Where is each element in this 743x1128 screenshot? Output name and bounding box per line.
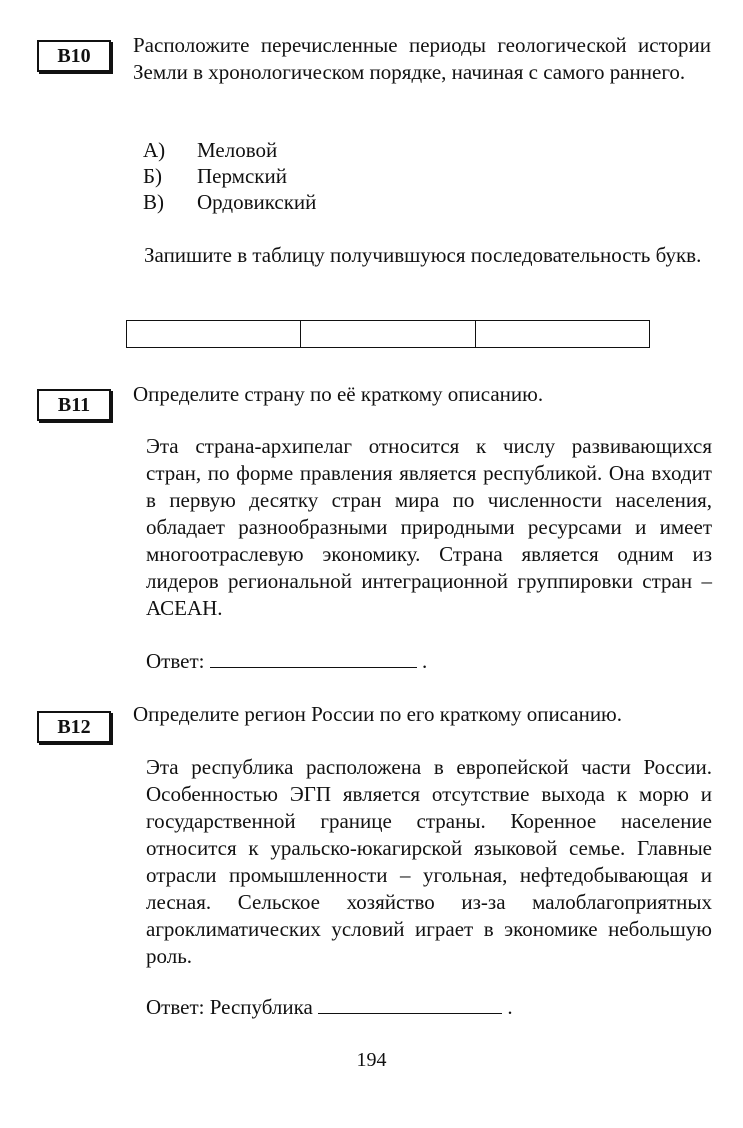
option-key: А)	[143, 138, 166, 162]
answer-label: Ответ:	[146, 649, 205, 673]
task-description-b11: Эта страна-архипелаг относится к числу развивающихся стран, по форме правления является республикой. Она входит в первую десятку стран мира по численности населения, обладает разнообразными природными ресурсами и имеет многоотраслевую экономику. Страна является одним из лидеров региональной интеграционной группировки стран – АСЕАН.	[146, 434, 712, 620]
answer-line-b11	[146, 647, 427, 675]
task-label-b10: B10	[37, 40, 111, 72]
option-a	[143, 137, 277, 163]
task-label-b12: B12	[37, 711, 111, 743]
page-number: 194	[356, 1049, 387, 1071]
option-key: Б)	[143, 164, 163, 188]
answer-table	[126, 320, 650, 348]
task-question-b12: Определите регион России по его краткому описанию.	[133, 702, 622, 726]
option-key: В)	[143, 190, 164, 214]
answer-end: .	[507, 995, 513, 1019]
task-question-b10: Расположите перечисленные периоды геологической истории Земли в хронологическом порядке, начиная с самого раннего.	[133, 33, 711, 84]
option-text: Пермский	[197, 164, 287, 188]
option-text: Меловой	[197, 138, 278, 162]
option-c	[143, 189, 316, 215]
answer-blank[interactable]	[210, 647, 417, 668]
answer-label: Ответ: Республика	[146, 995, 313, 1019]
answer-end: .	[421, 649, 428, 673]
option-b	[143, 163, 287, 189]
task-question-b11: Определите страну по её краткому описанию.	[133, 382, 544, 406]
answer-cell[interactable]	[301, 321, 475, 347]
answer-cell[interactable]	[127, 321, 301, 347]
task-label-b11: B11	[37, 389, 111, 421]
answer-cell[interactable]	[476, 321, 649, 347]
task-description-b12: Эта республика расположена в европейской части России. Особенностью ЭГП является отсутствие выхода к морю и государственной границе страны. Коренное население относится к уральско-юкагирской языковой семье. Главные отрасли промышленности – угольная, нефтедобывающая и лесная. Сельское хозяйство из-за малоблагоприятных агроклиматических условий играет в экономике небольшую роль.	[146, 755, 712, 968]
task-instruction-b10: Запишите в таблицу получившуюся последовательность букв.	[144, 243, 702, 267]
answer-line-b12	[146, 993, 513, 1021]
option-text: Ордовикский	[197, 190, 317, 214]
answer-blank[interactable]	[318, 993, 502, 1014]
